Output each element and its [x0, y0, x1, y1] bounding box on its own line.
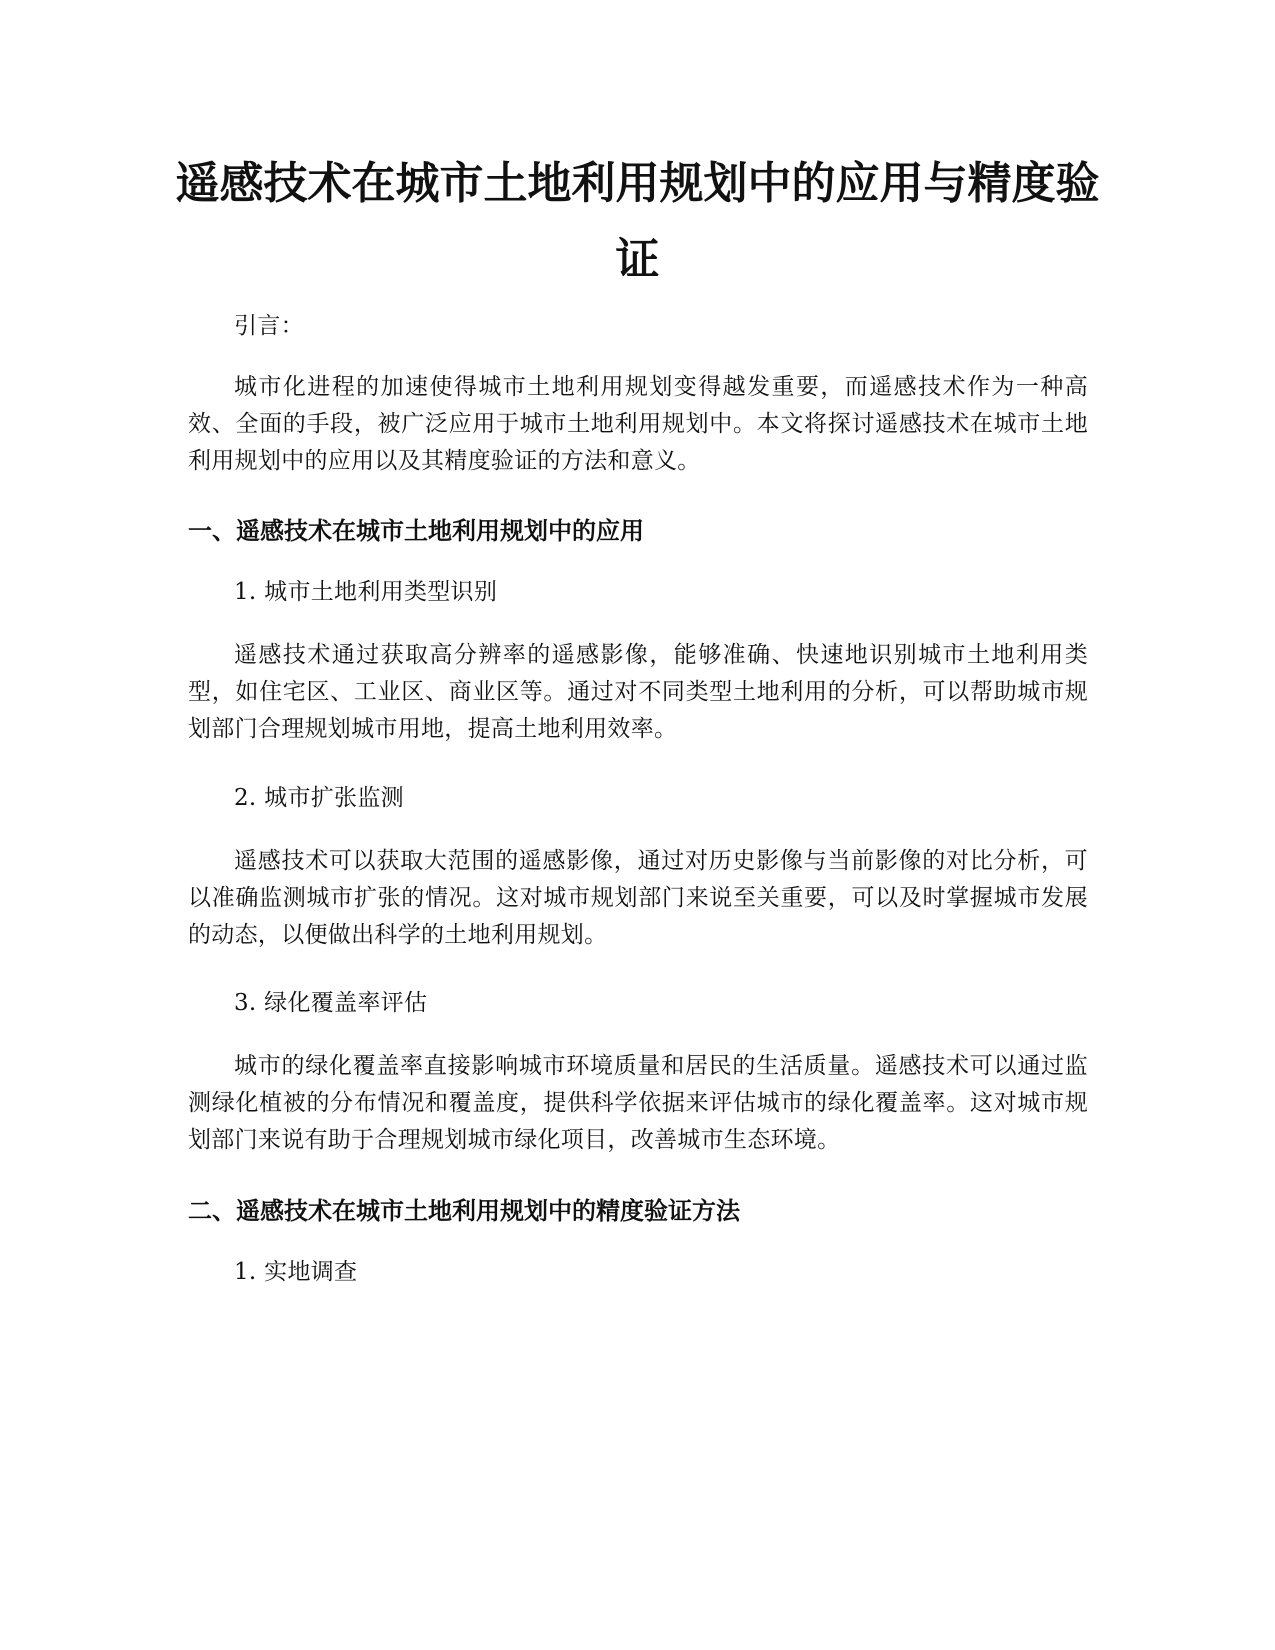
section-2-heading: 二、遥感技术在城市土地利用规划中的精度验证方法 [188, 1197, 740, 1225]
section-1-item-1-label: 1. 城市土地利用类型识别 [234, 579, 498, 605]
section-1-item-2-label: 2. 城市扩张监测 [234, 785, 404, 811]
section-1-item-3-paragraph: 城市的绿化覆盖率直接影响城市环境质量和居民的生活质量。遥感技术可以通过监测绿化植被的分布情况和覆盖度，提供科学依据来评估城市的绿化覆盖率。这对城市规划部门来说有助于合理规划城市绿化项目，改善城市生态环境。 [188, 1053, 1088, 1153]
section-1-item-1-paragraph: 遥感技术通过获取高分辨率的遥感影像，能够准确、快速地识别城市土地利用类型，如住宅区、工业区、商业区等。通过对不同类型土地利用的分析，可以帮助城市规划部门合理规划城市用地，提高土地利用效率。 [188, 642, 1088, 742]
section-1-item-2-paragraph: 遥感技术可以获取大范围的遥感影像，通过对历史影像与当前影像的对比分析，可以准确监测城市扩张的情况。这对城市规划部门来说至关重要，可以及时掌握城市发展的动态，以便做出科学的土地利用规划。 [188, 848, 1088, 948]
section-2-item-1-label: 1. 实地调查 [234, 1259, 358, 1285]
intro-label: 引言： [234, 313, 304, 339]
intro-paragraph: 城市化进程的加速使得城市土地利用规划变得越发重要，而遥感技术作为一种高效、全面的手段，被广泛应用于城市土地利用规划中。本文将探讨遥感技术在城市土地利用规划中的应用以及其精度验证的方法和意义。 [188, 374, 1088, 474]
document-title: 遥感技术在城市土地利用规划中的应用与精度验证 [175, 158, 1100, 285]
section-1-heading: 一、遥感技术在城市土地利用规划中的应用 [188, 517, 644, 545]
section-1-item-3-label: 3. 绿化覆盖率评估 [234, 990, 428, 1016]
